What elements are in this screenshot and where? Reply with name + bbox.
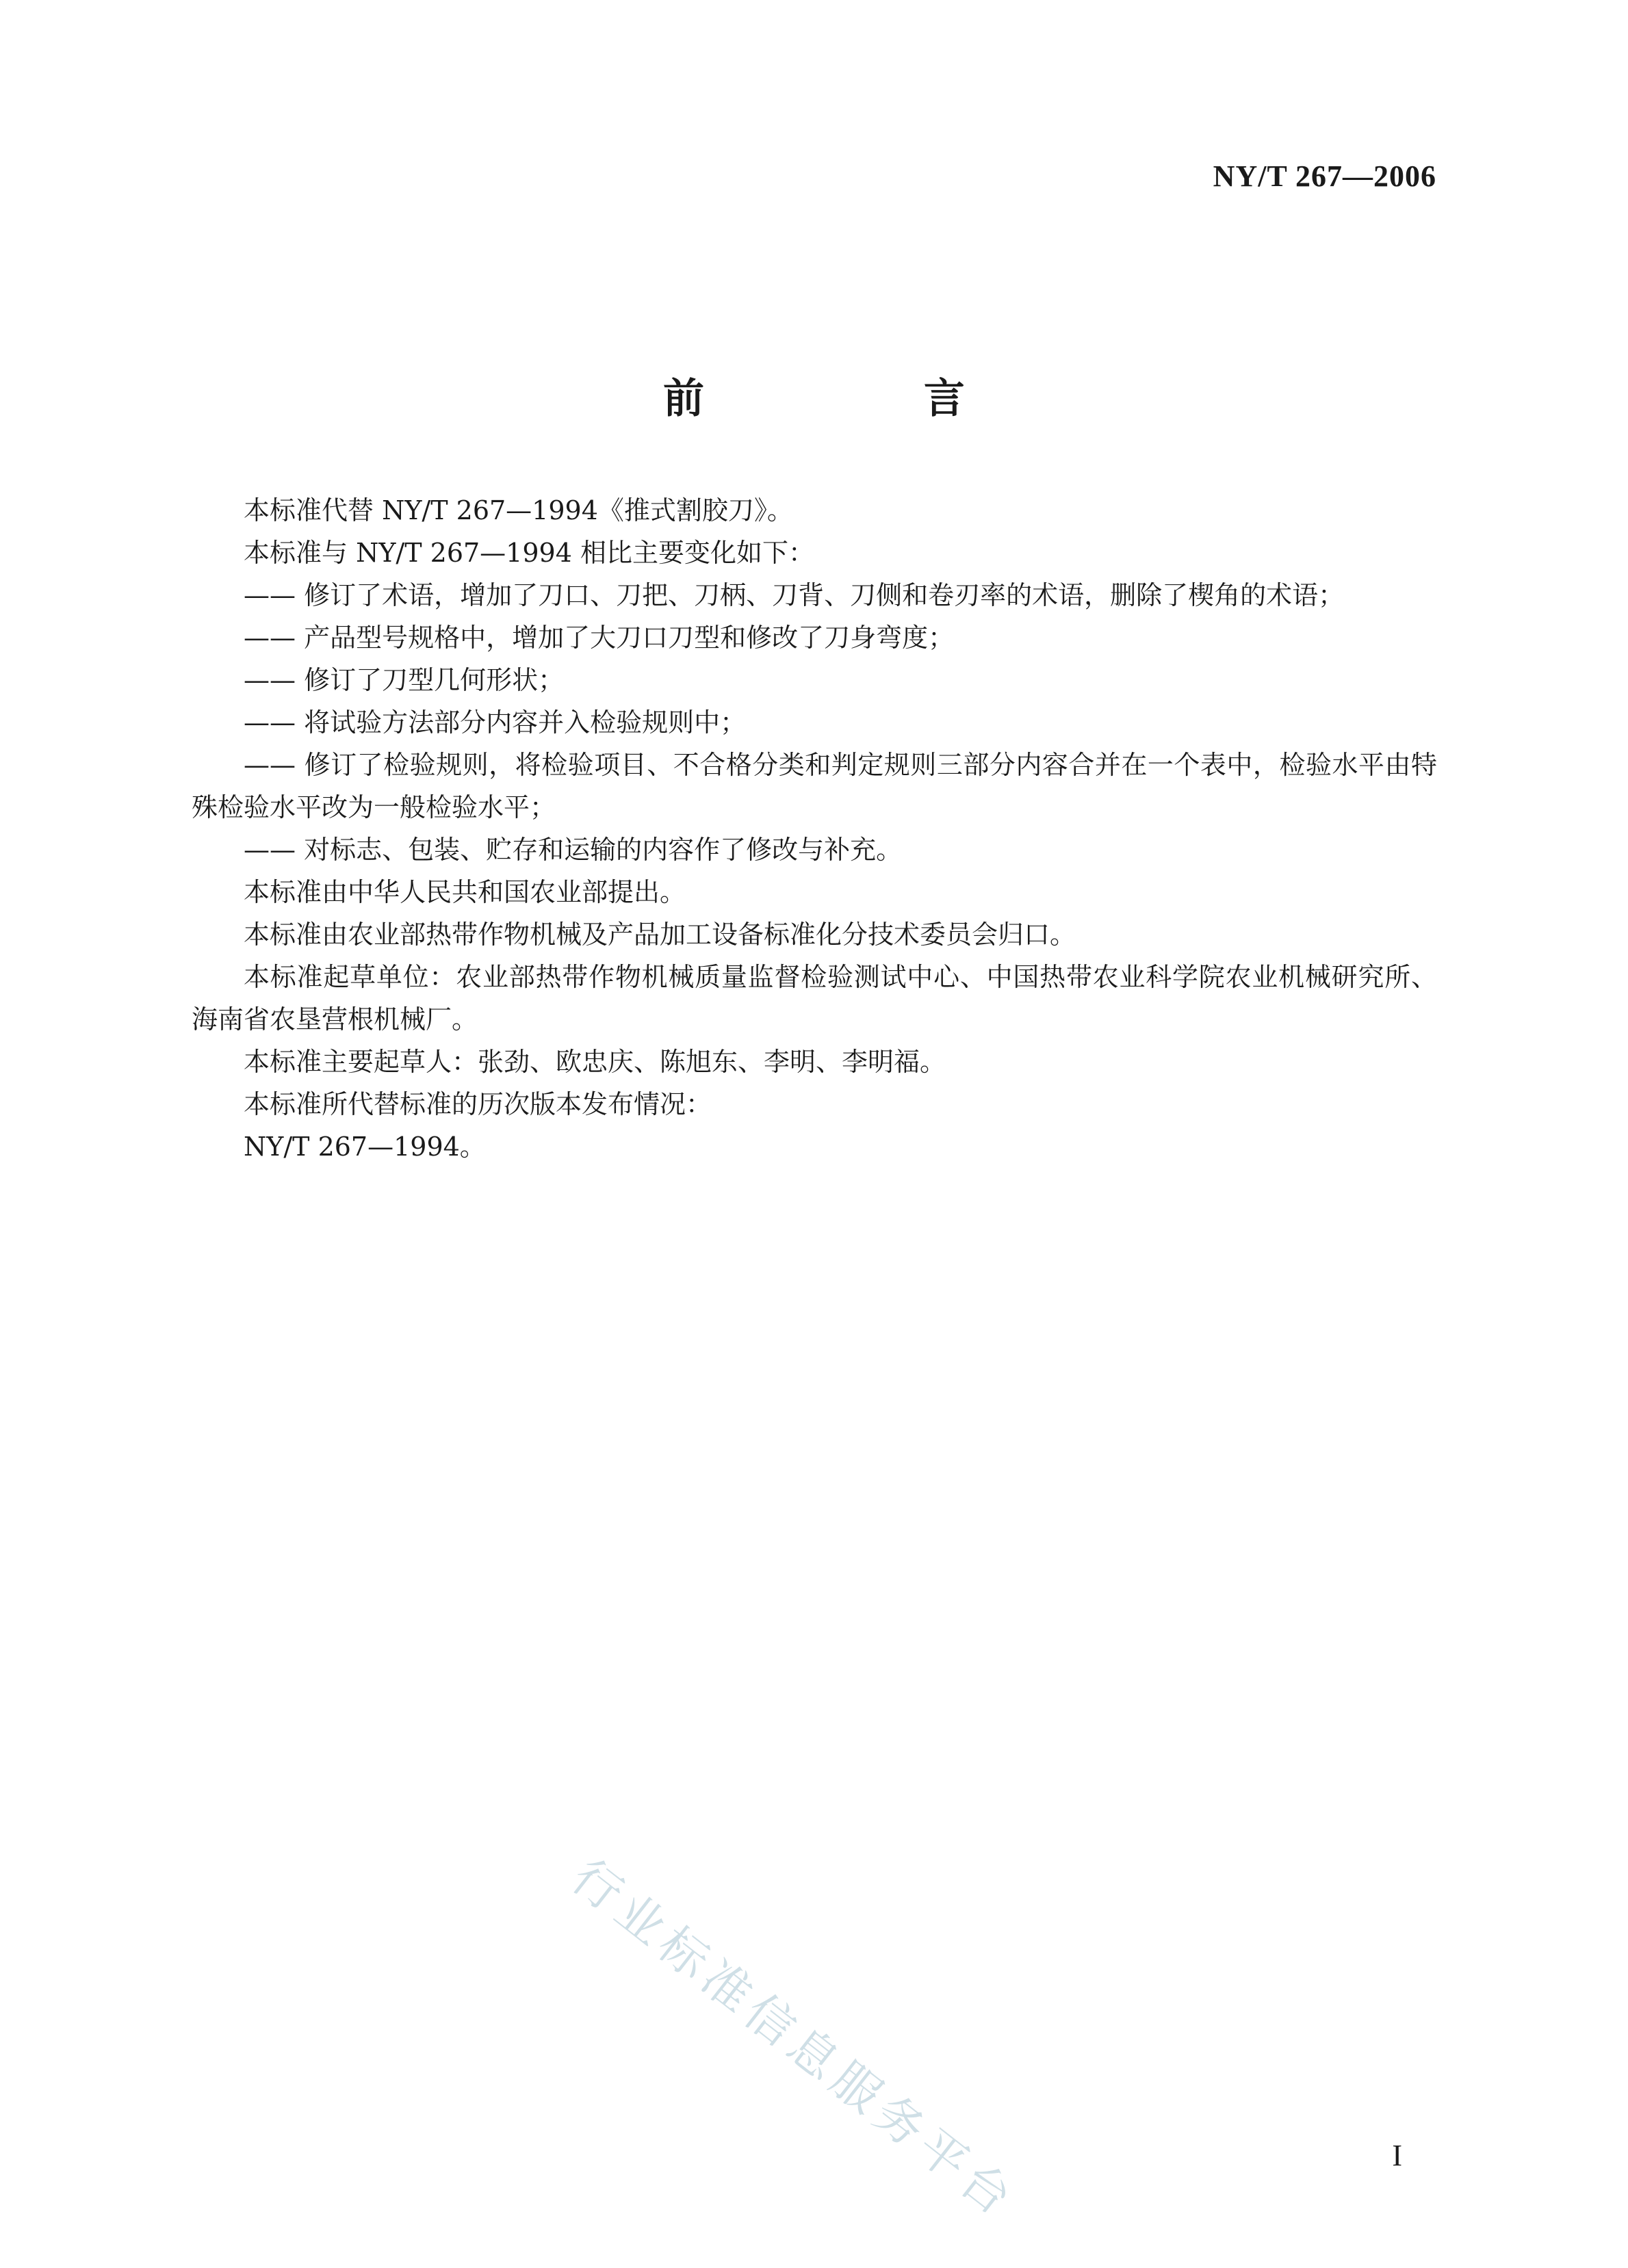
paragraph: 本标准由中华人民共和国农业部提出。: [244, 877, 686, 907]
list-item: —— 修订了刀型几何形状；: [244, 665, 565, 695]
list-item: —— 产品型号规格中，增加了大刀口刀型和修改了刀身弯度；: [244, 623, 955, 653]
page-number: I: [1392, 2139, 1402, 2172]
list-item: —— 将试验方法部分内容并入检验规则中；: [244, 707, 747, 738]
standard-code: NY/T 267—2006: [1213, 159, 1436, 193]
list-item: —— 修订了术语，增加了刀口、刀把、刀柄、刀背、刀侧和卷刃率的术语，删除了楔角的术语；: [244, 580, 1345, 610]
paragraph: 本标准起草单位：农业部热带作物机械质量监督检验测试中心、中国热带农业科学院农业机械研究所、海南省农垦营根机械厂。: [192, 962, 1437, 1034]
list-item: —— 对标志、包装、贮存和运输的内容作了修改与补充。: [244, 835, 903, 865]
paragraph: 本标准代替 NY/T 267—1994《推式割胶刀》。: [244, 495, 793, 525]
document-body: [192, 489, 1437, 1168]
watermark: 行业标准信息服务平台: [561, 1848, 1028, 2230]
list-item: —— 修订了检验规则，将检验项目、不合格分类和判定规则三部分内容合并在一个表中，检验水平由特殊检验水平改为一般检验水平；: [192, 750, 1437, 822]
paragraph: 本标准所代替标准的历次版本发布情况：: [244, 1089, 712, 1119]
paragraph: NY/T 267—1994。: [244, 1132, 486, 1162]
paragraph: 本标准主要起草人：张劲、欧忠庆、陈旭东、李明、李明福。: [244, 1047, 946, 1077]
paragraph: 本标准与 NY/T 267—1994 相比主要变化如下：: [244, 538, 814, 568]
page-title: 前 言: [663, 375, 1068, 423]
paragraph: 本标准由农业部热带作物机械及产品加工设备标准化分技术委员会归口。: [244, 920, 1076, 950]
